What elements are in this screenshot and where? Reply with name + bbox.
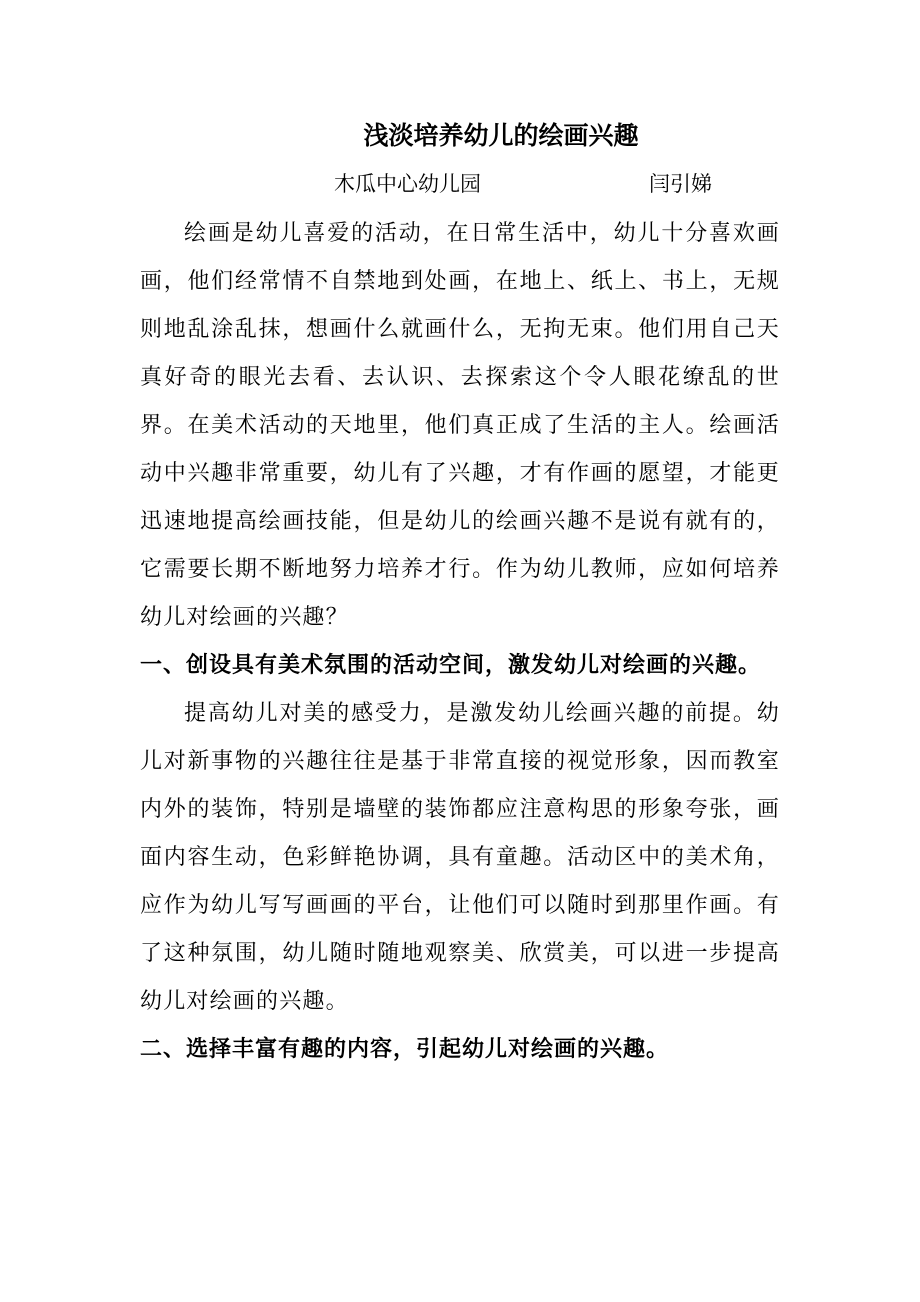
section-heading-1: 一、创设具有美术氛围的活动空间，激发幼儿对绘画的兴趣。 bbox=[140, 653, 762, 678]
document-title: 浅淡培养幼儿的绘画兴趣 bbox=[363, 121, 639, 150]
section-heading-2: 二、选择丰富有趣的内容，引起幼儿对绘画的兴趣。 bbox=[140, 1037, 670, 1062]
section-1-paragraph: 提高幼儿对美的感受力，是激发幼儿绘画兴趣的前提。幼儿对新事物的兴趣往往是基于非常直接的视觉形象，因而教室内外的装饰，特别是墙壁的装饰都应注意构思的形象夸张，画面内容生动，色彩鲜艳协调，具有童趣。活动区中的美术角，应作为幼儿写写画画的平台，让他们可以随时到那里作画。有了这种氛围，幼儿随时随地观察美、欣赏美，可以进一步提高幼儿对绘画的兴趣。 bbox=[140, 701, 780, 1014]
organization-name: 木瓜中心幼儿园 bbox=[334, 172, 481, 196]
document-body bbox=[140, 210, 780, 1074]
intro-paragraph: 绘画是幼儿喜爱的活动，在日常生活中，幼儿十分喜欢画画，他们经常情不自禁地到处画，在地上、纸上、书上，无规则地乱涂乱抹，想画什么就画什么，无拘无束。他们用自己天真好奇的眼光去看、去认识、去探索这个令人眼花缭乱的世界。在美术活动的天地里，他们真正成了生活的主人。绘画活动中兴趣非常重要，幼儿有了兴趣，才有作画的愿望，才能更迅速地提高绘画技能，但是幼儿的绘画兴趣不是说有就有的，它需要长期不断地努力培养才行。作为幼儿教师，应如何培养幼儿对绘画的兴趣？ bbox=[140, 221, 780, 630]
author-name: 闫引娣 bbox=[649, 172, 712, 196]
